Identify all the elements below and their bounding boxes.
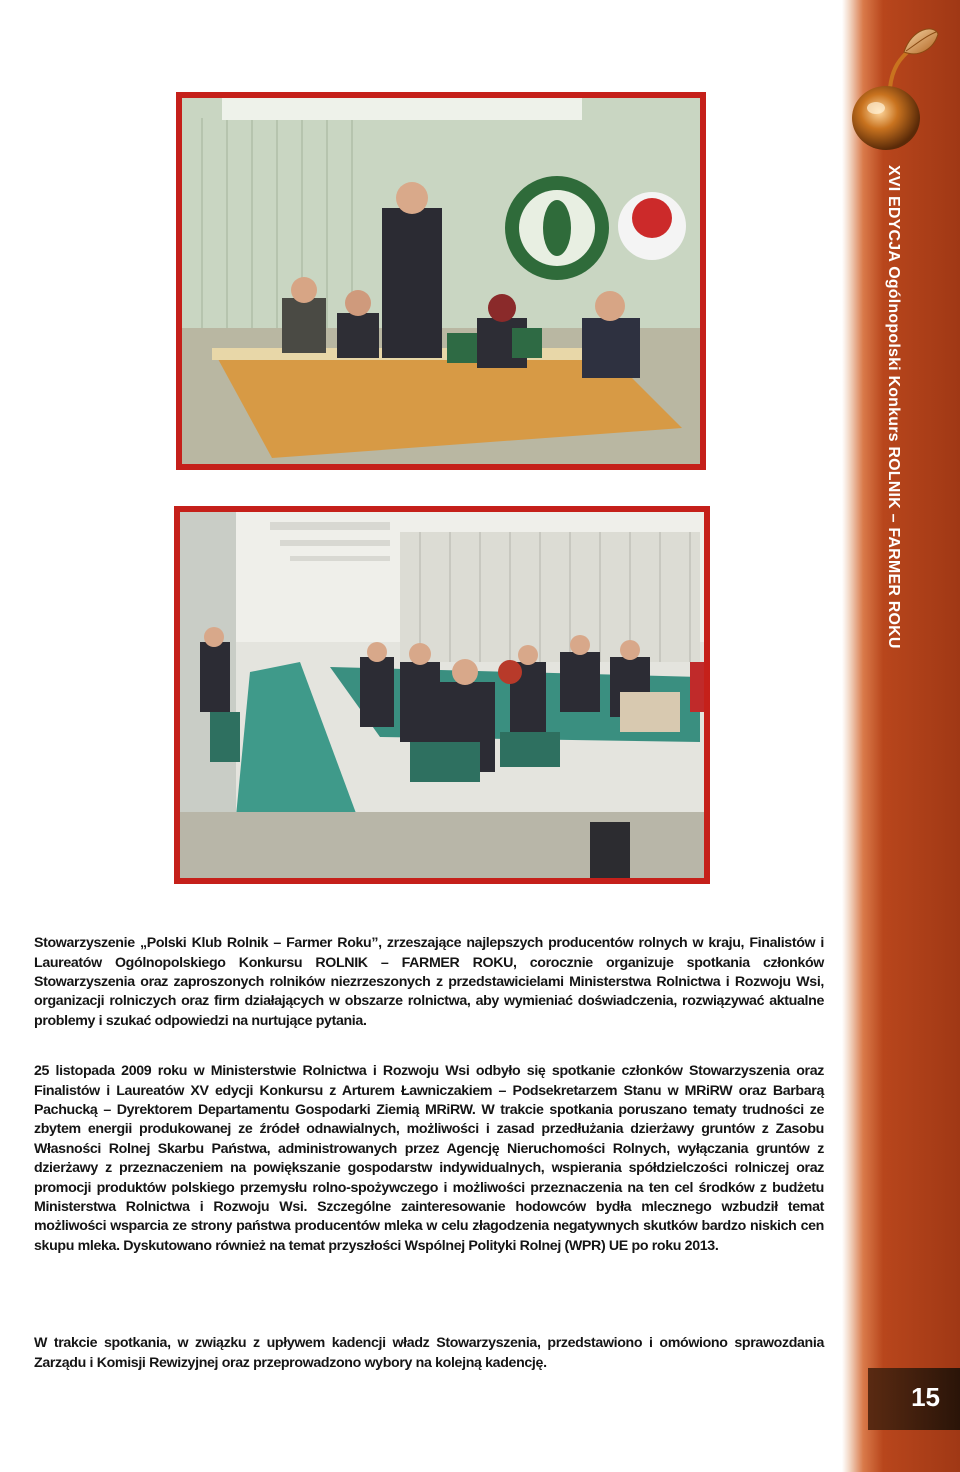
meeting-head-table-photo bbox=[176, 92, 706, 470]
golden-apple-icon bbox=[842, 18, 942, 158]
photo-icon bbox=[180, 512, 704, 878]
page-number-box bbox=[868, 1368, 960, 1430]
paragraph-intro: Stowarzyszenie „Polski Klub Rolnik – Farmer Roku”, zrzeszające najlepszych producentów rolnych w kraju, Finalistów i Laureatów Ogólnopolskiego Konkursu ROLNIK – FARMER ROKU, corocznie organizuje spotkania członków Stowarzyszenia oraz zaproszonych rolników niezrzeszonych z przedstawicielami Ministerstwa Rolnictwa i Rozwoju Wsi, organizacji rolniczych oraz firm działających w obszarze rolnictwa, aby wymieniać doświadczenia, rozwiązywać aktualne problemy i szukać odpowiedzi na nurtujące pytania. bbox=[34, 935, 824, 1029]
paragraph-meeting: 25 listopada 2009 roku w Ministerstwie Rolnictwa i Rozwoju Wsi odbyło się spotkanie członków Stowarzyszenia oraz Finalistów i Laureatów XV edycji Konkursu z Arturem Ławniczakiem – Podsekretarzem Stanu w MRiRW oraz Barbarą Pachucką – Dyrektorem Departamentu Gospodarki Ziemią MRiRW. W trakcie spotkania poruszano tematy trudności ze zbytem energii produkowanej ze źródeł odnawialnych, możliwości i zasad przedłużania dzierżawy gruntów z Zasobu Własności Rolnej Skarbu Państwa, administrowanych przez Agencję Nieruchomości Rolnych, wyłączania gruntów z dzierżawy z przeznaczeniem na powiększanie gospodarstw indywidualnych, wspierania spółdzielczości rolniczej oraz promocji produktów polskiego przemysłu rolno-spożywczego i możliwości przeznaczenia na ten cel środków z budżetu Ministerstwa Rolnictwa i Rozwoju Wsi. Szczególne zainteresowanie hodowców bydła mlecznego wzbudził temat możliwości wsparcia ze strony państwa producentów mleka w celu złagodzenia negatywnych skutków bardzo niskich cen skupu mleka. Dyskutowano również na temat przyszłości Wspólnej Polityki Rolnej (WPR) UE po roku 2013. bbox=[34, 1063, 824, 1254]
meeting-hall-photo bbox=[174, 506, 710, 884]
sidebar-title: XVI EDYCJA Ogólnopolski Konkurs ROLNIK – FARMER ROKU bbox=[885, 165, 902, 649]
page-number: 15 bbox=[911, 1382, 940, 1412]
photo-icon bbox=[182, 98, 700, 464]
sidebar-title-container bbox=[862, 165, 902, 649]
paragraph-elections: W trakcie spotkania, w związku z upływem kadencji władz Stowarzyszenia, przedstawiono i omówiono sprawozdania Zarządu i Komisji Rewizyjnej oraz przeprowadzono wybory na kolejną kadencję. bbox=[34, 1335, 824, 1371]
